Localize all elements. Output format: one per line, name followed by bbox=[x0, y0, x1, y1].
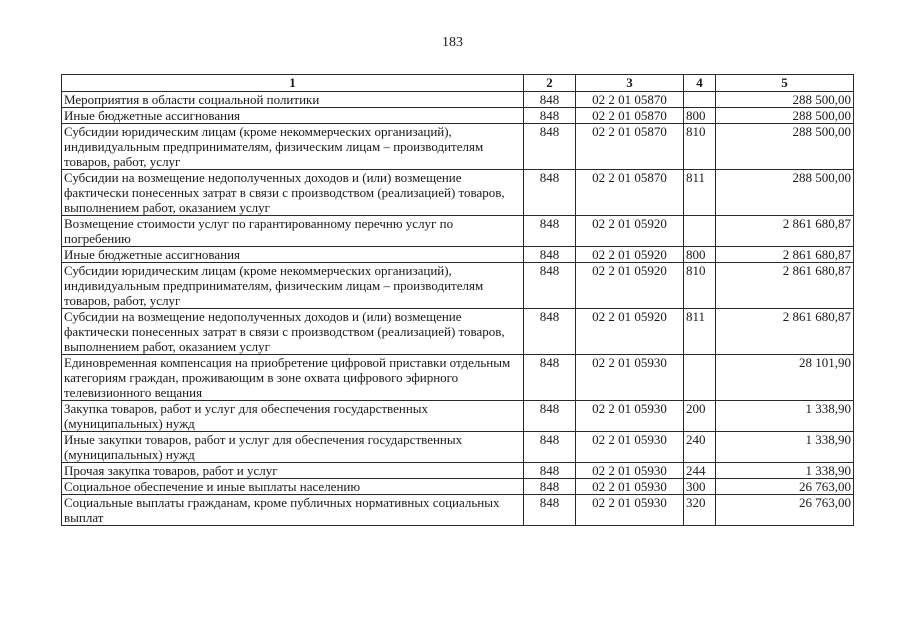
row-amount-cell: 288 500,00 bbox=[716, 124, 854, 170]
row-target-code-cell: 02 2 01 05870 bbox=[576, 124, 684, 170]
row-amount-cell: 26 763,00 bbox=[716, 495, 854, 526]
row-amount-cell: 1 338,90 bbox=[716, 432, 854, 463]
row-amount-cell: 2 861 680,87 bbox=[716, 263, 854, 309]
table-row bbox=[62, 495, 854, 526]
header-name: 1 bbox=[62, 75, 524, 92]
row-amount-cell: 26 763,00 bbox=[716, 479, 854, 495]
row-target-code-cell: 02 2 01 05920 bbox=[576, 309, 684, 355]
row-admin-code-cell: 848 bbox=[524, 92, 576, 108]
row-amount-cell: 1 338,90 bbox=[716, 463, 854, 479]
row-expense-type-cell: 811 bbox=[684, 170, 716, 216]
header-csr: 3 bbox=[576, 75, 684, 92]
table-row bbox=[62, 247, 854, 263]
row-expense-type-cell: 320 bbox=[684, 495, 716, 526]
row-amount-cell: 288 500,00 bbox=[716, 170, 854, 216]
row-admin-code-cell: 848 bbox=[524, 309, 576, 355]
row-name-cell: Иные бюджетные ассигнования bbox=[62, 108, 524, 124]
row-target-code-cell: 02 2 01 05870 bbox=[576, 108, 684, 124]
row-name-cell: Иные бюджетные ассигнования bbox=[62, 247, 524, 263]
row-target-code-cell: 02 2 01 05930 bbox=[576, 463, 684, 479]
row-amount-cell: 28 101,90 bbox=[716, 355, 854, 401]
row-admin-code-cell: 848 bbox=[524, 495, 576, 526]
header-row bbox=[62, 75, 854, 92]
row-admin-code-cell: 848 bbox=[524, 479, 576, 495]
row-amount-cell: 1 338,90 bbox=[716, 401, 854, 432]
row-target-code-cell: 02 2 01 05870 bbox=[576, 170, 684, 216]
row-name-cell: Субсидии на возмещение недополученных доходов и (или) возмещение фактически понесенных затрат в связи с производством (реализацией) товаров, выполнением работ, оказанием услуг bbox=[62, 309, 524, 355]
row-admin-code-cell: 848 bbox=[524, 216, 576, 247]
table-row bbox=[62, 216, 854, 247]
table-row bbox=[62, 463, 854, 479]
table-row bbox=[62, 432, 854, 463]
row-expense-type-cell bbox=[684, 355, 716, 401]
row-name-cell: Прочая закупка товаров, работ и услуг bbox=[62, 463, 524, 479]
row-expense-type-cell: 810 bbox=[684, 124, 716, 170]
row-amount-cell: 288 500,00 bbox=[716, 92, 854, 108]
page-number: 183 bbox=[442, 35, 463, 50]
row-admin-code-cell: 848 bbox=[524, 124, 576, 170]
row-admin-code-cell: 848 bbox=[524, 355, 576, 401]
row-target-code-cell: 02 2 01 05930 bbox=[576, 432, 684, 463]
row-admin-code-cell: 848 bbox=[524, 170, 576, 216]
row-name-cell: Единовременная компенсация на приобретение цифровой приставки отдельным категориям граждан, проживающим в зоне охвата цифрового эфирного телевизионного вещания bbox=[62, 355, 524, 401]
row-target-code-cell: 02 2 01 05920 bbox=[576, 216, 684, 247]
row-target-code-cell: 02 2 01 05920 bbox=[576, 263, 684, 309]
row-admin-code-cell: 848 bbox=[524, 108, 576, 124]
row-expense-type-cell: 300 bbox=[684, 479, 716, 495]
row-name-cell: Социальное обеспечение и иные выплаты населению bbox=[62, 479, 524, 495]
row-name-cell: Субсидии юридическим лицам (кроме некоммерческих организаций), индивидуальным предпринимателям, физическим лицам – производителям товаров, работ, услуг bbox=[62, 124, 524, 170]
row-expense-type-cell bbox=[684, 216, 716, 247]
table-row bbox=[62, 108, 854, 124]
row-expense-type-cell: 811 bbox=[684, 309, 716, 355]
row-expense-type-cell bbox=[684, 92, 716, 108]
row-admin-code-cell: 848 bbox=[524, 432, 576, 463]
row-expense-type-cell: 810 bbox=[684, 263, 716, 309]
row-admin-code-cell: 848 bbox=[524, 401, 576, 432]
row-name-cell: Закупка товаров, работ и услуг для обеспечения государственных (муниципальных) нужд bbox=[62, 401, 524, 432]
table-row bbox=[62, 479, 854, 495]
row-target-code-cell: 02 2 01 05930 bbox=[576, 479, 684, 495]
row-expense-type-cell: 200 bbox=[684, 401, 716, 432]
row-admin-code-cell: 848 bbox=[524, 463, 576, 479]
row-expense-type-cell: 244 bbox=[684, 463, 716, 479]
row-amount-cell: 2 861 680,87 bbox=[716, 216, 854, 247]
row-name-cell: Социальные выплаты гражданам, кроме публичных нормативных социальных выплат bbox=[62, 495, 524, 526]
row-amount-cell: 2 861 680,87 bbox=[716, 247, 854, 263]
row-target-code-cell: 02 2 01 05930 bbox=[576, 495, 684, 526]
budget-table bbox=[61, 74, 854, 526]
table-row bbox=[62, 92, 854, 108]
row-admin-code-cell: 848 bbox=[524, 247, 576, 263]
row-target-code-cell: 02 2 01 05870 bbox=[576, 92, 684, 108]
table-row bbox=[62, 124, 854, 170]
row-name-cell: Субсидии на возмещение недополученных доходов и (или) возмещение фактически понесенных затрат в связи с производством (реализацией) товаров, выполнением работ, оказанием услуг bbox=[62, 170, 524, 216]
table-row bbox=[62, 170, 854, 216]
row-name-cell: Субсидии юридическим лицам (кроме некоммерческих организаций), индивидуальным предпринимателям, физическим лицам – производителям товаров, работ, услуг bbox=[62, 263, 524, 309]
row-target-code-cell: 02 2 01 05930 bbox=[576, 401, 684, 432]
table-row bbox=[62, 309, 854, 355]
header-amount: 5 bbox=[716, 75, 854, 92]
row-target-code-cell: 02 2 01 05920 bbox=[576, 247, 684, 263]
row-amount-cell: 2 861 680,87 bbox=[716, 309, 854, 355]
header-admin: 2 bbox=[524, 75, 576, 92]
row-name-cell: Иные закупки товаров, работ и услуг для обеспечения государственных (муниципальных) нужд bbox=[62, 432, 524, 463]
row-name-cell: Мероприятия в области социальной политики bbox=[62, 92, 524, 108]
row-target-code-cell: 02 2 01 05930 bbox=[576, 355, 684, 401]
row-expense-type-cell: 240 bbox=[684, 432, 716, 463]
row-amount-cell: 288 500,00 bbox=[716, 108, 854, 124]
row-admin-code-cell: 848 bbox=[524, 263, 576, 309]
table-row bbox=[62, 263, 854, 309]
table-row bbox=[62, 401, 854, 432]
table-row bbox=[62, 355, 854, 401]
row-expense-type-cell: 800 bbox=[684, 108, 716, 124]
row-name-cell: Возмещение стоимости услуг по гарантированному перечню услуг по погребению bbox=[62, 216, 524, 247]
row-expense-type-cell: 800 bbox=[684, 247, 716, 263]
header-vr: 4 bbox=[684, 75, 716, 92]
